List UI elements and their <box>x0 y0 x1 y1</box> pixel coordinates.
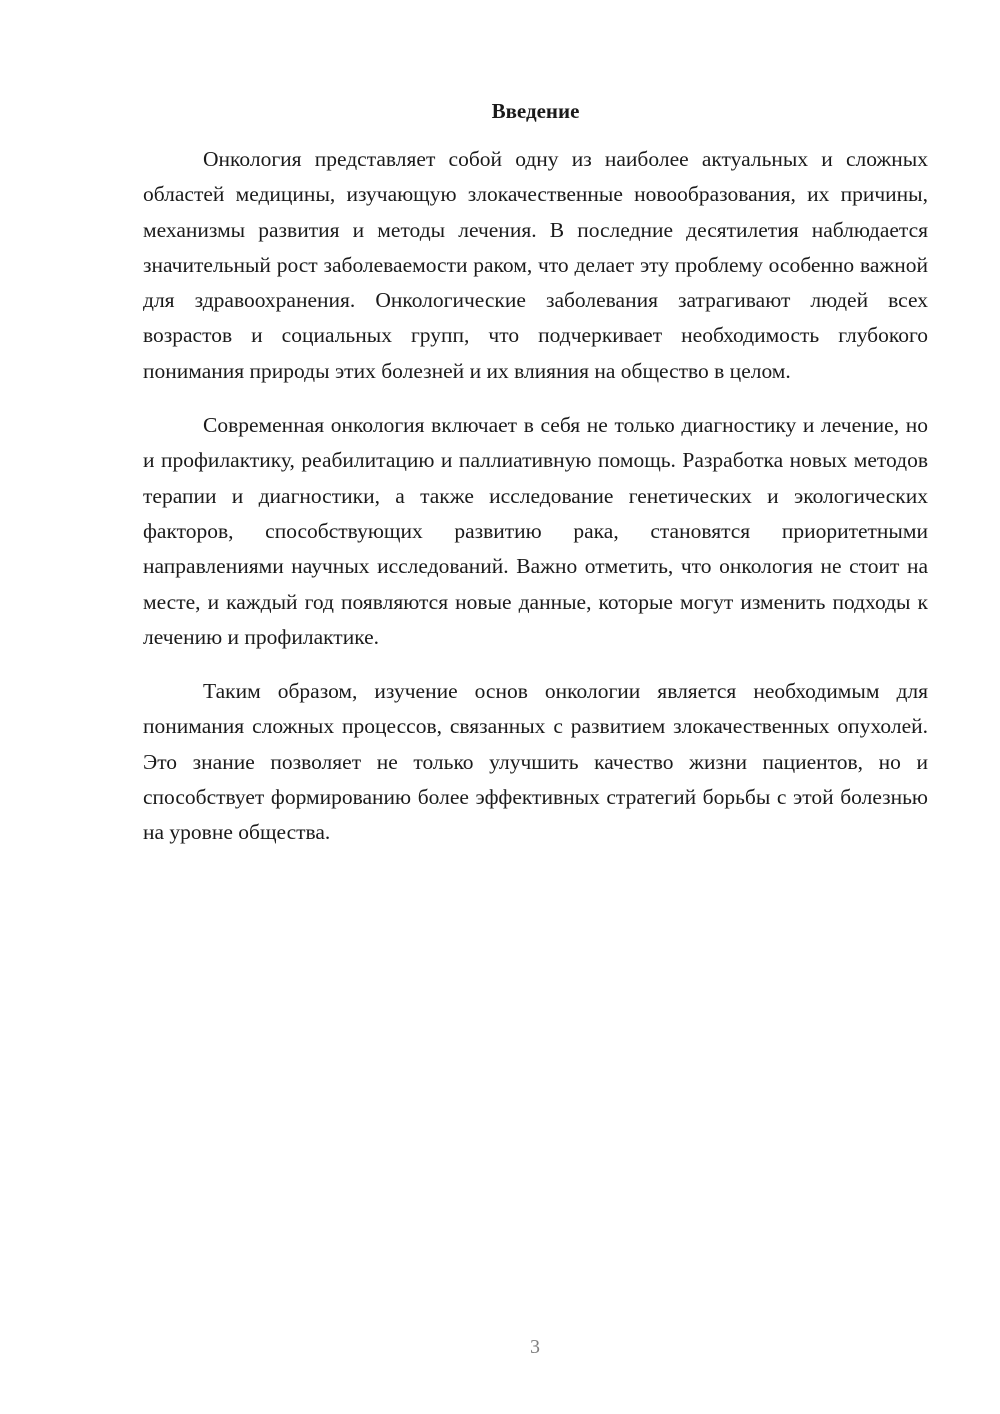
paragraph-1: Онкология представляет собой одну из наиболее актуальных и сложных областей медицины, изучающую злокачественные новообразования, их причины, механизмы развития и методы лечения. В последние десятилетия наблюдается значительный рост заболеваемости раком, что делает эту проблему особенно важной для здравоохранения. Онкологические заболевания затрагивают людей всех возрастов и социальных групп, что подчеркивает необходимость глубокого понимания природы этих болезней и их влияния на общество в целом. <box>143 147 928 383</box>
paragraph-2: Современная онкология включает в себя не только диагностику и лечение, но и профилактику, реабилитацию и паллиативную помощь. Разработка новых методов терапии и диагностики, а также исследование генетических и экологических факторов, способствующих развитию рака, становятся приоритетными направлениями научных исследований. Важно отметить, что онкология не стоит на месте, и каждый год появляются новые данные, которые могут изменить подходы к лечению и профилактике. <box>143 413 928 649</box>
page-number: 3 <box>530 1336 540 1358</box>
body-text <box>143 142 928 870</box>
section-heading: Введение <box>491 99 580 123</box>
paragraph-3: Таким образом, изучение основ онкологии является необходимым для понимания сложных процессов, связанных с развитием злокачественных опухолей. Это знание позволяет не только улучшить качество жизни пациентов, но и способствует формированию более эффективных стратегий борьбы с этой болезнью на уровне общества. <box>143 679 928 845</box>
